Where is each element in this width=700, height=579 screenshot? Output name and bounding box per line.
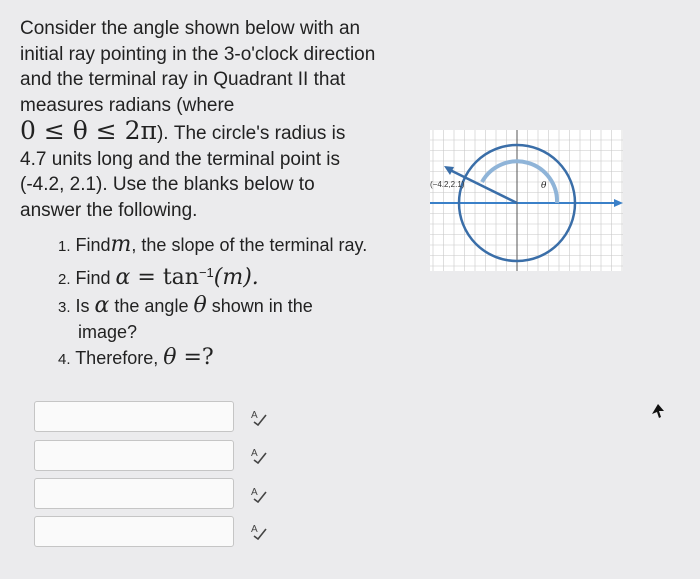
step-text-continued: image? [78,322,138,342]
step-number: 3. [58,299,71,316]
step-superscript: −1 [198,265,214,280]
step-text: (m). [213,265,259,290]
steps-list [58,233,438,374]
step-number: 2. [58,271,71,288]
answer-input-2[interactable] [34,440,234,471]
svg-text:A: A [251,524,258,535]
unit-circle-figure [430,130,623,271]
question-text [20,16,415,223]
step-item [58,261,438,292]
mouse-cursor-icon [652,404,664,418]
step-number: 4. [58,351,71,368]
answer-input-1[interactable] [34,401,234,432]
step-text: = tan [130,265,199,290]
step-variable: α [94,293,110,318]
question-line: answer the following. [20,199,198,221]
spellcheck-icon[interactable] [250,408,268,426]
step-text: , the slope of the terminal ray. [131,235,368,255]
step-text: Is [70,296,95,316]
spellcheck-icon[interactable] [250,446,268,464]
question-line: initial ray pointing in the 3-o'clock direction [20,43,376,65]
question-line [20,118,415,147]
answer-input-3[interactable] [34,478,234,509]
question-line: Consider the angle shown below with an [20,18,361,39]
spellcheck-icon[interactable] [250,485,268,503]
svg-text:A: A [251,487,258,498]
step-text: =? [176,345,214,370]
step-item [58,294,438,344]
question-line: measures radians (where [20,94,235,116]
step-text: Therefore, [70,348,164,368]
step-variable: α [115,265,131,290]
theta-label: θ [541,181,547,191]
step-variable: θ [193,293,207,318]
theta-range-inequality: 0 ≤ θ ≤ 2π [20,116,157,145]
svg-text:A: A [251,410,258,421]
answer-input-4[interactable] [34,516,234,547]
question-line: (-4.2, 2.1). Use the blanks below to [20,174,315,195]
step-text: shown in the [206,296,313,316]
svg-text:A: A [251,448,258,459]
question-line-tail: ). The circle's radius is [156,123,346,144]
step-item [58,346,438,372]
question-line: and the terminal ray in Quadrant II that [20,69,346,90]
question-line: 4.7 units long and the terminal point is [20,148,341,170]
step-text: the angle [109,296,194,316]
terminal-point-label: (−4.2,2.1) [430,180,465,189]
step-text: Find [70,268,116,288]
step-item [58,233,438,259]
step-variable: m [110,232,132,257]
step-variable: θ [163,345,177,370]
spellcheck-icon[interactable] [250,522,268,540]
step-number: 1. [58,238,71,255]
step-text: Find [70,235,111,255]
